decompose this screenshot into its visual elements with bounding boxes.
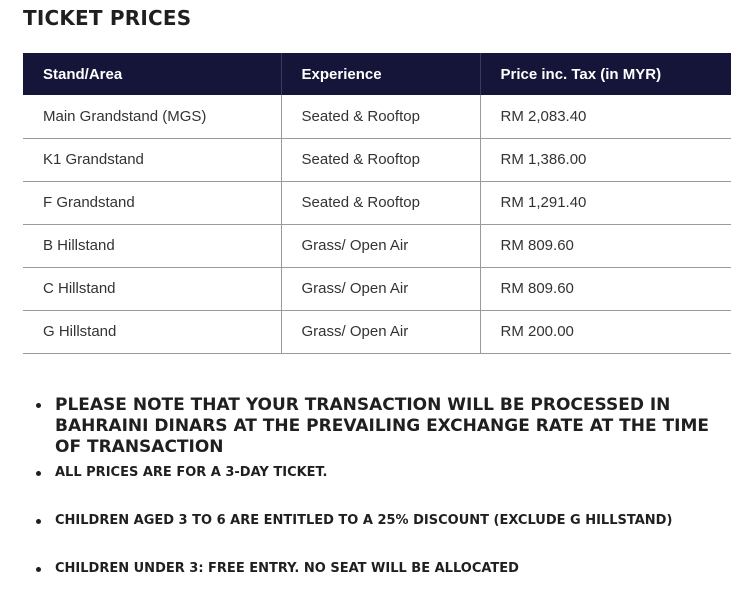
stand-area-cell: Main Grandstand (MGS) xyxy=(23,95,281,138)
table-body xyxy=(23,95,731,353)
table-header xyxy=(23,53,731,95)
column-header-stand-area: Stand/Area xyxy=(23,53,281,95)
column-header-experience: Experience xyxy=(281,53,480,95)
price-cell: RM 1,291.40 xyxy=(480,181,731,224)
stand-area-cell: G Hillstand xyxy=(23,310,281,353)
table-row xyxy=(23,310,731,353)
ticket-price-table xyxy=(23,53,731,354)
price-cell: RM 200.00 xyxy=(480,310,731,353)
stand-area-cell: B Hillstand xyxy=(23,224,281,267)
experience-cell: Grass/ Open Air xyxy=(281,267,480,310)
note-text: CHILDREN UNDER 3: FREE ENTRY. NO SEAT WILL BE ALLOCATED xyxy=(55,561,519,576)
price-cell: RM 1,386.00 xyxy=(480,138,731,181)
list-item xyxy=(36,395,726,465)
note-text: ALL PRICES ARE FOR A 3-DAY TICKET. xyxy=(55,465,328,480)
table-header-row xyxy=(23,53,731,95)
list-item xyxy=(36,465,726,513)
note-text: CHILDREN AGED 3 TO 6 ARE ENTITLED TO A 25% DISCOUNT (EXCLUDE G HILLSTAND) xyxy=(55,513,673,528)
bullet-icon xyxy=(36,403,41,408)
price-cell: RM 809.60 xyxy=(480,224,731,267)
table-row xyxy=(23,224,731,267)
note-text: PLEASE NOTE THAT YOUR TRANSACTION WILL BE PROCESSED IN BAHRAINI DINARS AT THE PREVAILING EXCHANGE RATE AT THE TIME OF TRANSACTION xyxy=(55,395,709,457)
table-row xyxy=(23,138,731,181)
experience-cell: Seated & Rooftop xyxy=(281,181,480,224)
experience-cell: Seated & Rooftop xyxy=(281,138,480,181)
bullet-icon xyxy=(36,567,41,572)
column-header-price: Price inc. Tax (in MYR) xyxy=(500,65,662,83)
price-cell: RM 2,083.40 xyxy=(480,95,731,138)
ticket-notes-list xyxy=(36,395,726,609)
stand-area-cell: K1 Grandstand xyxy=(23,138,281,181)
experience-cell: Grass/ Open Air xyxy=(281,224,480,267)
list-item xyxy=(36,513,726,561)
bullet-icon xyxy=(36,471,41,476)
experience-cell: Grass/ Open Air xyxy=(281,310,480,353)
stand-area-cell: C Hillstand xyxy=(23,267,281,310)
stand-area-cell: F Grandstand xyxy=(23,181,281,224)
table-row xyxy=(23,267,731,310)
list-item xyxy=(36,561,726,609)
bullet-icon xyxy=(36,519,41,524)
experience-cell: Seated & Rooftop xyxy=(281,95,480,138)
table-row xyxy=(23,181,731,224)
page-title: TICKET PRICES xyxy=(23,6,192,30)
price-cell: RM 809.60 xyxy=(480,267,731,310)
table-row xyxy=(23,95,731,138)
